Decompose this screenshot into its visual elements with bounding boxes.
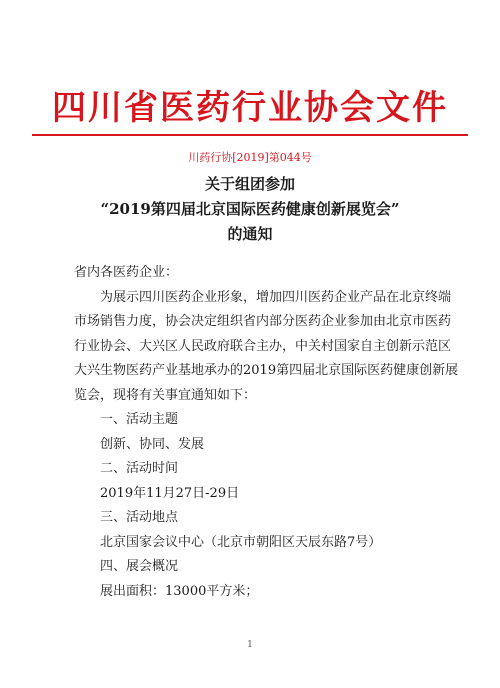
section-2-heading: 二、活动时间 — [100, 461, 179, 476]
salutation: 省内各医药企业： — [74, 265, 179, 280]
section-1-content: 创新、协同、发展 — [100, 436, 205, 452]
intro-paragraph: 为展示四川医药企业形象，增加四川医药企业产品在北京终端市场销售力度，协会决定组织省内部分医药企业参加由北京市医药行业协会、大兴区人民政府联合主办，中关村国家自主创新示范区大兴生物医药产业基地承办的2019第四届北京国际医药健康创新展览会，现将有关事宜通知如下： — [74, 289, 459, 403]
header-divider — [32, 134, 468, 136]
notice-title-line-1: 关于组团参加 — [204, 175, 295, 193]
document-number: 川药行协[2019]第044号 — [188, 151, 312, 164]
section-3-content: 北京国家会议中心（北京市朝阳区天辰东路7号） — [100, 534, 382, 550]
notice-title-line-2: “2019第四届北京国际医药健康创新展览会” — [100, 200, 400, 218]
section-1-heading: 一、活动主题 — [100, 412, 179, 427]
section-2-content: 2019年11月27日-29日 — [100, 485, 240, 501]
section-3-heading: 三、活动地点 — [100, 510, 179, 525]
notice-title — [0, 172, 500, 247]
document-body — [74, 261, 460, 604]
section-4-heading: 四、展会概况 — [100, 559, 179, 574]
document-header-title: 四川省医药行业协会文件 — [52, 88, 448, 128]
section-4-content: 展出面积：13000平方米； — [100, 583, 259, 599]
page-number: 1 — [247, 640, 253, 650]
notice-title-line-3: 的通知 — [227, 225, 273, 243]
